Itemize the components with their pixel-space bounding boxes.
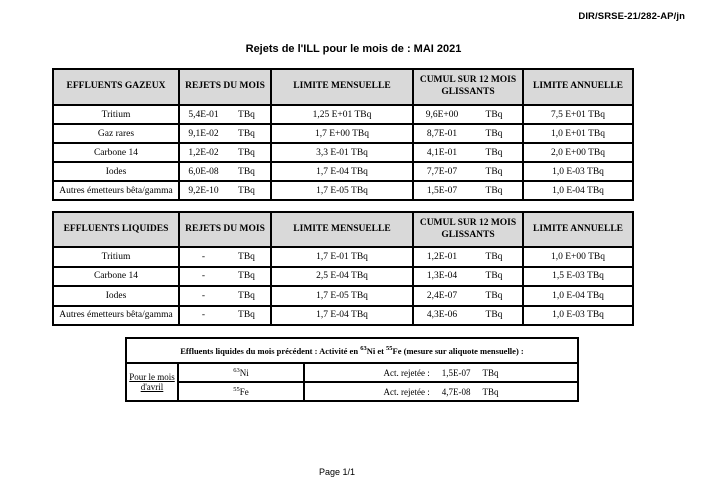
monthly-limit-cell: 1,7 E-04 TBq [271, 162, 413, 181]
release-unit: TBq [238, 251, 255, 262]
annual-limit-cell: 7,5 E+01 TBq [523, 105, 633, 124]
release-value: - [201, 271, 206, 282]
page-number: Page 1/1 [318, 467, 356, 477]
monthly-limit-cell: 1,7 E-05 TBq [271, 286, 413, 306]
column-header-limite-mensuelle: LIMITE MENSUELLE [271, 212, 413, 247]
column-header-rejets-du-mois: REJETS DU MOIS [179, 212, 271, 247]
page-title: Rejets de l'ILL pour le mois de : MAI 2021 [245, 43, 462, 55]
cumulative-unit: TBq [485, 310, 503, 321]
column-header-cumul: CUMUL SUR 12 MOIS GLISSANTS [413, 212, 523, 247]
release-unit: TBq [238, 128, 255, 139]
nuclide-cell [178, 382, 304, 401]
release-value: - [201, 251, 206, 262]
table-row [53, 267, 633, 287]
monthly-release-cell [179, 267, 271, 287]
column-header-limite-mensuelle: LIMITE MENSUELLE [271, 69, 413, 105]
period-label-line1: Pour le mois [129, 372, 175, 382]
cumulative-unit: TBq [485, 290, 503, 301]
element-symbol: Ni [239, 367, 249, 378]
release-value: - [201, 310, 206, 321]
table-row [53, 124, 633, 143]
monthly-release-cell [179, 124, 271, 143]
release-value: - [201, 290, 206, 301]
release-unit: TBq [238, 166, 255, 177]
monthly-release-cell [179, 306, 271, 326]
release-unit: TBq [238, 271, 255, 282]
activity-value: 4,7E-08 [441, 386, 471, 397]
annual-limit-cell: 1,0 E-04 TBq [523, 181, 633, 200]
previous-month-activity-table [125, 337, 579, 402]
release-unit: TBq [238, 310, 255, 321]
release-value: 9,1E-02 [188, 128, 219, 139]
annual-limit-cell: 2,0 E+00 TBq [523, 143, 633, 162]
monthly-limit-cell: 1,7 E-04 TBq [271, 306, 413, 326]
column-header-cumul: CUMUL SUR 12 MOIS GLISSANTS [413, 69, 523, 105]
cumulative-value: 8,7E-01 [426, 128, 458, 139]
previous-month-header [126, 338, 578, 363]
cumulative-unit: TBq [485, 147, 503, 158]
header-text-part2: Ni et [366, 345, 387, 356]
cumulative-value: 1,2E-01 [426, 251, 458, 262]
period-label-cell [126, 363, 178, 401]
release-value: 5,4E-01 [188, 109, 219, 120]
table-row [53, 247, 633, 267]
effluent-label-cell: Autres émetteurs bêta/gamma [53, 181, 179, 200]
cumulative-value: 1,5E-07 [426, 185, 458, 196]
monthly-limit-cell: 1,7 E+00 TBq [271, 124, 413, 143]
monthly-limit-cell: 1,7 E-01 TBq [271, 247, 413, 267]
column-header-rejets-du-mois: REJETS DU MOIS [179, 69, 271, 105]
annual-limit-cell: 1,0 E-03 TBq [523, 306, 633, 326]
liquid-effluents-table [52, 211, 634, 326]
cumulative-value: 9,6E+00 [425, 109, 459, 120]
release-value: 6,0E-08 [188, 166, 219, 177]
release-value: 9,2E-10 [188, 185, 219, 196]
header-row [53, 212, 633, 247]
table-row [53, 181, 633, 200]
nickel-63-superscript: 63 [360, 344, 367, 352]
header-text-part1: Effluents liquides du mois précédent : Activité en [180, 345, 361, 356]
header-text-part3: Fe (mesure sur aliquote mensuelle) : [392, 345, 524, 356]
effluent-label-cell: Gaz rares [53, 124, 179, 143]
document-reference: DIR/SRSE-21/282-AP/jn [578, 11, 685, 22]
cumulative-unit: TBq [485, 128, 503, 139]
table-row [53, 306, 633, 326]
effluent-label-cell: Tritium [53, 105, 179, 124]
cumulative-cell [413, 162, 523, 181]
cumulative-unit: TBq [485, 185, 503, 196]
cumulative-cell [413, 181, 523, 200]
annual-limit-cell: 1,0 E+00 TBq [523, 247, 633, 267]
monthly-release-cell [179, 162, 271, 181]
monthly-release-cell [179, 286, 271, 306]
cumulative-value: 1,3E-04 [426, 271, 458, 282]
annual-limit-cell: 1,5 E-03 TBq [523, 267, 633, 287]
activity-cell [304, 363, 578, 382]
cumulative-value: 4,3E-06 [426, 310, 458, 321]
cumulative-cell [413, 247, 523, 267]
cumulative-cell [413, 306, 523, 326]
release-unit: TBq [238, 147, 255, 158]
element-symbol: Fe [239, 386, 249, 397]
release-unit: TBq [238, 290, 255, 301]
effluent-label-cell: Carbone 14 [53, 143, 179, 162]
header-row [53, 69, 633, 105]
table-row [53, 286, 633, 306]
column-header-limite-annuelle: LIMITE ANNUELLE [523, 69, 633, 105]
nuclide-cell [178, 363, 304, 382]
activity-value: 1,5E-07 [441, 367, 471, 378]
cumulative-value: 2,4E-07 [426, 290, 458, 301]
monthly-release-cell [179, 247, 271, 267]
activity-label: Act. rejetée : [383, 367, 430, 378]
mass-number-superscript: 55 [233, 385, 240, 393]
cumulative-cell [413, 105, 523, 124]
annual-limit-cell: 1,0 E-04 TBq [523, 286, 633, 306]
cumulative-unit: TBq [485, 109, 503, 120]
effluent-label-cell: Tritium [53, 247, 179, 267]
activity-cell [304, 382, 578, 401]
column-header-effluents-gazeux: EFFLUENTS GAZEUX [53, 69, 179, 105]
effluent-label-cell: Iodes [53, 286, 179, 306]
cumulative-cell [413, 143, 523, 162]
table-row [126, 382, 578, 401]
effluent-label-cell: Autres émetteurs bêta/gamma [53, 306, 179, 326]
cumulative-cell [413, 286, 523, 306]
cumulative-value: 4,1E-01 [426, 147, 458, 158]
annual-limit-cell: 1,0 E-03 TBq [523, 162, 633, 181]
column-header-limite-annuelle: LIMITE ANNUELLE [523, 212, 633, 247]
monthly-release-cell [179, 105, 271, 124]
release-unit: TBq [238, 185, 255, 196]
table-row [53, 105, 633, 124]
table-row [53, 143, 633, 162]
column-header-effluents-liquides: EFFLUENTS LIQUIDES [53, 212, 179, 247]
mass-number-superscript: 63 [233, 366, 240, 374]
release-unit: TBq [238, 109, 255, 120]
cumulative-value: 7,7E-07 [426, 166, 458, 177]
cumulative-cell [413, 267, 523, 287]
annual-limit-cell: 1,0 E+01 TBq [523, 124, 633, 143]
release-value: 1,2E-02 [188, 147, 219, 158]
effluent-label-cell: Iodes [53, 162, 179, 181]
activity-unit: TBq [482, 386, 499, 397]
period-label-line2: d'avril [140, 382, 164, 392]
activity-label: Act. rejetée : [383, 386, 430, 397]
table-row [126, 363, 578, 382]
monthly-release-cell [179, 181, 271, 200]
activity-unit: TBq [482, 367, 499, 378]
effluent-label-cell: Carbone 14 [53, 267, 179, 287]
monthly-limit-cell: 1,7 E-05 TBq [271, 181, 413, 200]
monthly-release-cell [179, 143, 271, 162]
header-row [126, 338, 578, 363]
cumulative-cell [413, 124, 523, 143]
monthly-limit-cell: 2,5 E-04 TBq [271, 267, 413, 287]
cumulative-unit: TBq [485, 166, 503, 177]
monthly-limit-cell: 1,25 E+01 TBq [271, 105, 413, 124]
gaseous-effluents-table [52, 68, 634, 201]
table-row [53, 162, 633, 181]
iron-55-superscript: 55 [386, 344, 393, 352]
cumulative-unit: TBq [485, 251, 503, 262]
monthly-limit-cell: 3,3 E-01 TBq [271, 143, 413, 162]
cumulative-unit: TBq [485, 271, 503, 282]
